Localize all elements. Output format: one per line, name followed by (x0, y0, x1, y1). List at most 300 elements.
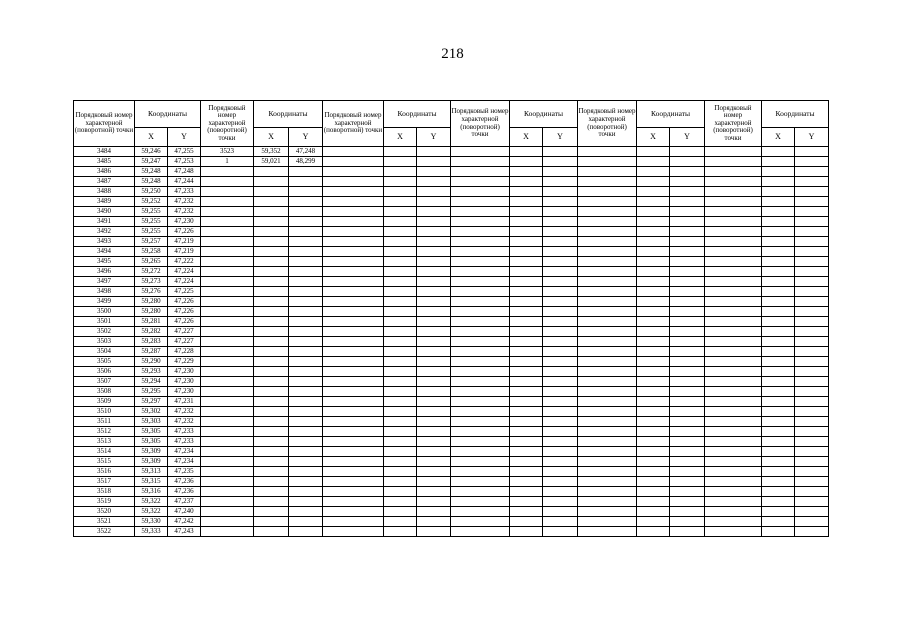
table-cell: 47,229 (168, 357, 201, 367)
table-cell (578, 227, 637, 237)
coordinates-header: Координаты (637, 101, 705, 128)
table-cell (637, 267, 670, 277)
table-cell (254, 427, 289, 437)
table-cell (543, 457, 578, 467)
table-cell (201, 327, 254, 337)
table-cell (384, 527, 417, 537)
table-cell: 3491 (74, 217, 135, 227)
table-cell (323, 197, 384, 207)
table-cell (637, 527, 670, 537)
table-cell (762, 327, 795, 337)
table-cell (417, 487, 451, 497)
table-cell (670, 257, 705, 267)
table-cell (795, 217, 829, 227)
table-cell (637, 497, 670, 507)
table-cell (795, 517, 829, 527)
table-cell (417, 187, 451, 197)
table-cell: 3512 (74, 427, 135, 437)
table-cell: 47,237 (168, 497, 201, 507)
table-cell (289, 487, 323, 497)
table-cell: 59,297 (135, 397, 168, 407)
table-cell (670, 427, 705, 437)
table-cell: 47,230 (168, 377, 201, 387)
table-cell (705, 317, 762, 327)
table-cell (201, 267, 254, 277)
table-cell (795, 387, 829, 397)
table-cell (510, 307, 543, 317)
table-cell (254, 227, 289, 237)
table-cell (201, 507, 254, 517)
table-cell: 47,226 (168, 307, 201, 317)
table-cell (451, 387, 510, 397)
table-cell (762, 417, 795, 427)
table-cell (543, 317, 578, 327)
table-cell (510, 347, 543, 357)
table-cell (670, 477, 705, 487)
table-cell (451, 377, 510, 387)
table-cell: 47,224 (168, 267, 201, 277)
table-cell (705, 427, 762, 437)
table-cell (289, 467, 323, 477)
table-cell (254, 307, 289, 317)
table-cell: 47,248 (168, 167, 201, 177)
table-cell (323, 277, 384, 287)
y-header: Y (168, 128, 201, 147)
table-cell (637, 427, 670, 437)
table-cell (578, 357, 637, 367)
table-cell (762, 317, 795, 327)
table-cell (289, 337, 323, 347)
table-cell (578, 517, 637, 527)
table-cell (323, 447, 384, 457)
table-cell (201, 377, 254, 387)
table-cell (510, 297, 543, 307)
table-cell (795, 447, 829, 457)
table-cell (510, 377, 543, 387)
table-cell (384, 417, 417, 427)
table-cell (637, 257, 670, 267)
table-row (74, 357, 829, 367)
table-cell (762, 527, 795, 537)
table-cell (670, 277, 705, 287)
table-cell (254, 457, 289, 467)
table-cell (510, 167, 543, 177)
table-cell (417, 197, 451, 207)
table-cell (254, 317, 289, 327)
table-header (74, 101, 829, 147)
table-cell (201, 237, 254, 247)
table-cell: 47,234 (168, 447, 201, 457)
table-cell: 47,236 (168, 487, 201, 497)
table-cell: 3503 (74, 337, 135, 347)
table-cell (670, 187, 705, 197)
table-cell: 3497 (74, 277, 135, 287)
coordinates-table (73, 100, 829, 537)
table-cell (417, 147, 451, 157)
table-cell (543, 487, 578, 497)
table-cell (578, 197, 637, 207)
table-cell (795, 167, 829, 177)
table-row (74, 457, 829, 467)
table-cell (637, 417, 670, 427)
table-cell (705, 367, 762, 377)
table-cell (289, 257, 323, 267)
table-cell (289, 277, 323, 287)
table-cell: 59,258 (135, 247, 168, 257)
table-cell: 3509 (74, 397, 135, 407)
table-cell (670, 527, 705, 537)
table-cell (543, 477, 578, 487)
table-cell (384, 437, 417, 447)
table-cell (762, 267, 795, 277)
table-cell (254, 387, 289, 397)
table-cell (637, 337, 670, 347)
table-cell (254, 397, 289, 407)
coordinates-header: Координаты (135, 101, 201, 128)
table-cell (578, 447, 637, 457)
table-cell (201, 427, 254, 437)
point-number-header: Порядковый номер характерной (поворотной) точки (451, 101, 510, 147)
table-cell (417, 437, 451, 447)
table-cell (384, 187, 417, 197)
table-cell (201, 347, 254, 357)
table-cell (510, 287, 543, 297)
table-cell (795, 337, 829, 347)
table-cell: 47,231 (168, 397, 201, 407)
table-cell: 59,282 (135, 327, 168, 337)
table-cell (670, 307, 705, 317)
table-cell (543, 267, 578, 277)
table-cell (254, 267, 289, 277)
table-cell: 59,333 (135, 527, 168, 537)
table-cell: 47,243 (168, 527, 201, 537)
table-cell (417, 277, 451, 287)
table-cell (323, 487, 384, 497)
table-cell (384, 197, 417, 207)
table-cell: 59,322 (135, 507, 168, 517)
table-cell (762, 177, 795, 187)
table-cell (510, 507, 543, 517)
table-row (74, 337, 829, 347)
table-cell (670, 207, 705, 217)
table-cell (384, 177, 417, 187)
table-cell (705, 197, 762, 207)
table-cell: 47,230 (168, 217, 201, 227)
table-row (74, 327, 829, 337)
table-cell (384, 507, 417, 517)
table-cell (451, 367, 510, 377)
y-header: Y (795, 128, 829, 147)
table-cell (384, 167, 417, 177)
table-cell (510, 227, 543, 237)
table-cell (323, 517, 384, 527)
table-cell (578, 297, 637, 307)
table-cell: 47,230 (168, 367, 201, 377)
table-cell (795, 467, 829, 477)
table-cell: 59,316 (135, 487, 168, 497)
table-cell (578, 287, 637, 297)
table-cell (670, 407, 705, 417)
table-cell (201, 417, 254, 427)
table-cell (543, 467, 578, 477)
table-cell: 59,255 (135, 207, 168, 217)
table-cell (451, 177, 510, 187)
table-cell (323, 207, 384, 217)
table-cell (795, 347, 829, 357)
table-cell (670, 297, 705, 307)
table-cell (254, 347, 289, 357)
table-row (74, 217, 829, 227)
table-cell: 3508 (74, 387, 135, 397)
table-cell: 3516 (74, 467, 135, 477)
table-cell (670, 517, 705, 527)
table-cell (543, 497, 578, 507)
table-cell (578, 187, 637, 197)
table-cell (637, 247, 670, 257)
table-cell (705, 417, 762, 427)
table-cell (510, 477, 543, 487)
table-cell: 59,280 (135, 297, 168, 307)
table-cell (510, 237, 543, 247)
table-cell: 59,352 (254, 147, 289, 157)
table-cell (795, 287, 829, 297)
table-cell: 3505 (74, 357, 135, 367)
table-cell: 47,232 (168, 407, 201, 417)
table-cell (289, 297, 323, 307)
table-cell (451, 267, 510, 277)
table-cell (705, 517, 762, 527)
table-cell (543, 197, 578, 207)
table-cell (417, 477, 451, 487)
table-cell (705, 147, 762, 157)
table-cell (705, 347, 762, 357)
table-cell (289, 437, 323, 447)
table-cell: 59,281 (135, 317, 168, 327)
table-cell (705, 277, 762, 287)
table-cell (637, 517, 670, 527)
table-cell (795, 427, 829, 437)
table-cell (254, 357, 289, 367)
table-cell (543, 247, 578, 257)
table-cell (451, 237, 510, 247)
table-cell (417, 327, 451, 337)
table-cell (670, 397, 705, 407)
table-cell (705, 327, 762, 337)
table-cell (201, 497, 254, 507)
table-cell: 3506 (74, 367, 135, 377)
table-cell: 3486 (74, 167, 135, 177)
table-cell: 59,255 (135, 217, 168, 227)
table-cell (543, 277, 578, 287)
table-cell (762, 387, 795, 397)
table-cell (384, 277, 417, 287)
table-cell (762, 447, 795, 457)
table-row (74, 297, 829, 307)
table-cell: 47,235 (168, 467, 201, 477)
table-cell (705, 497, 762, 507)
table-cell (543, 447, 578, 457)
table-cell (637, 227, 670, 237)
table-cell (417, 227, 451, 237)
table-cell: 3484 (74, 147, 135, 157)
table-cell (510, 257, 543, 267)
table-cell (201, 207, 254, 217)
table-cell (323, 237, 384, 247)
table-cell (417, 427, 451, 437)
table-row (74, 257, 829, 267)
table-cell (417, 287, 451, 297)
table-cell (510, 517, 543, 527)
table-cell (762, 237, 795, 247)
table-cell (289, 497, 323, 507)
table-cell (323, 467, 384, 477)
table-cell (254, 507, 289, 517)
table-row (74, 177, 829, 187)
table-cell (510, 487, 543, 497)
table-cell (543, 407, 578, 417)
table-cell (201, 397, 254, 407)
table-row (74, 377, 829, 387)
table-cell: 3518 (74, 487, 135, 497)
table-cell: 47,219 (168, 237, 201, 247)
table-cell: 47,227 (168, 337, 201, 347)
table-cell (451, 277, 510, 287)
table-cell (201, 247, 254, 257)
table-cell (543, 257, 578, 267)
table-cell (578, 167, 637, 177)
table-cell: 3520 (74, 507, 135, 517)
table-cell (417, 467, 451, 477)
table-cell (510, 197, 543, 207)
table-cell (705, 457, 762, 467)
table-cell (451, 287, 510, 297)
table-cell (578, 487, 637, 497)
table-cell: 47,232 (168, 197, 201, 207)
table-cell (323, 477, 384, 487)
table-cell (451, 247, 510, 257)
table-cell: 47,232 (168, 207, 201, 217)
table-cell (578, 407, 637, 417)
table-cell: 59,293 (135, 367, 168, 377)
table-cell (289, 517, 323, 527)
table-cell (201, 217, 254, 227)
table-cell (323, 377, 384, 387)
table-cell (762, 287, 795, 297)
table-cell: 59,330 (135, 517, 168, 527)
table-cell: 3490 (74, 207, 135, 217)
table-cell (510, 397, 543, 407)
table-cell (705, 337, 762, 347)
table-cell (670, 237, 705, 247)
table-cell (201, 167, 254, 177)
table-cell (417, 167, 451, 177)
table-cell (578, 457, 637, 467)
table-cell (762, 407, 795, 417)
table-cell (543, 427, 578, 437)
table-cell: 47,228 (168, 347, 201, 357)
table-cell: 59,302 (135, 407, 168, 417)
table-cell (254, 487, 289, 497)
table-cell (289, 177, 323, 187)
table-cell (323, 147, 384, 157)
table-cell (543, 207, 578, 217)
table-cell: 59,276 (135, 287, 168, 297)
coordinates-header: Координаты (384, 101, 451, 128)
table-cell (762, 517, 795, 527)
table-cell (670, 317, 705, 327)
table-cell (510, 147, 543, 157)
table-cell (510, 467, 543, 477)
table-cell (637, 147, 670, 157)
table-cell (323, 387, 384, 397)
table-cell (417, 237, 451, 247)
table-cell: 48,299 (289, 157, 323, 167)
table-cell (417, 347, 451, 357)
table-cell (578, 497, 637, 507)
table-cell: 59,309 (135, 457, 168, 467)
table-cell (637, 197, 670, 207)
table-cell: 47,224 (168, 277, 201, 287)
table-cell (323, 177, 384, 187)
table-cell (670, 437, 705, 447)
table-cell (762, 477, 795, 487)
table-cell (254, 417, 289, 427)
table-cell (254, 447, 289, 457)
table-cell (289, 417, 323, 427)
table-cell (578, 507, 637, 517)
table-cell (254, 327, 289, 337)
table-cell: 59,247 (135, 157, 168, 167)
table-cell (451, 517, 510, 527)
table-cell (451, 307, 510, 317)
table-row (74, 227, 829, 237)
table-cell (384, 497, 417, 507)
table-cell (543, 217, 578, 227)
table-cell (510, 527, 543, 537)
table-cell (705, 267, 762, 277)
table-cell (762, 307, 795, 317)
table-cell (795, 397, 829, 407)
table-cell: 3519 (74, 497, 135, 507)
table-cell (637, 167, 670, 177)
table-cell (762, 437, 795, 447)
table-cell (451, 407, 510, 417)
table-cell: 3507 (74, 377, 135, 387)
table-cell (510, 247, 543, 257)
table-cell (417, 527, 451, 537)
table-cell (705, 357, 762, 367)
table-cell (323, 417, 384, 427)
table-cell: 47,236 (168, 477, 201, 487)
table-cell (289, 327, 323, 337)
table-cell (510, 177, 543, 187)
table-cell (670, 327, 705, 337)
table-cell (510, 417, 543, 427)
table-cell (795, 487, 829, 497)
table-cell (637, 317, 670, 327)
table-cell (417, 417, 451, 427)
table-cell (254, 187, 289, 197)
table-cell (289, 237, 323, 247)
table-cell (451, 167, 510, 177)
table-cell (384, 317, 417, 327)
table-cell (417, 357, 451, 367)
table-cell (384, 397, 417, 407)
table-cell (417, 317, 451, 327)
table-cell (670, 267, 705, 277)
table-cell (201, 457, 254, 467)
table-cell (201, 357, 254, 367)
